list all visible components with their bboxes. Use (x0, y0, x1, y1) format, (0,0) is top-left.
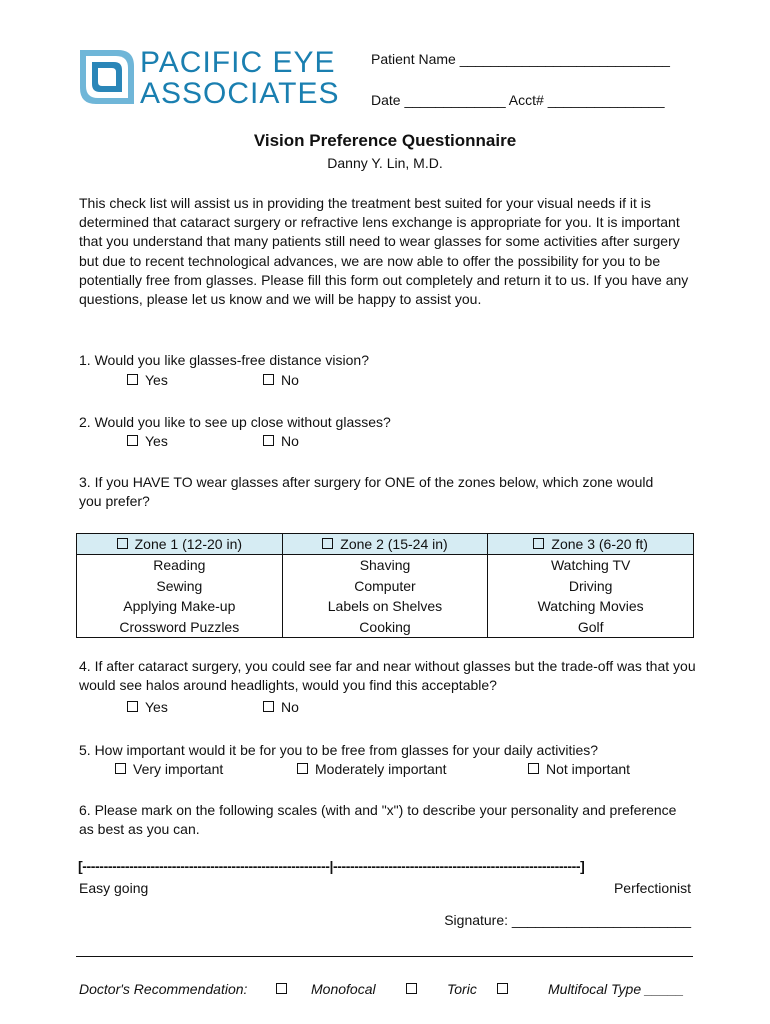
patient-name-field[interactable]: Patient Name ___________________________ (371, 51, 670, 67)
question-6: 6. Please mark on the following scales (with and "x") to describe your personality and preference as best as you can. (79, 802, 677, 837)
scale-left-label: Easy going (79, 880, 149, 896)
q4-no-option[interactable]: No (263, 699, 299, 715)
recommendation-label: Doctor's Recommendation: (79, 981, 248, 997)
logo-line-2: ASSOCIATES (140, 77, 340, 110)
zone-3-header[interactable]: Zone 3 (6-20 ft) (488, 534, 694, 555)
checkbox-icon[interactable] (127, 701, 138, 712)
q2-no-option[interactable]: No (263, 433, 299, 449)
checkbox-icon[interactable] (127, 374, 138, 385)
q5-not-important-option[interactable]: Not important (528, 761, 630, 777)
signature-field[interactable]: Signature: _______________________ (444, 912, 691, 928)
rec-multifocal-option[interactable]: Multifocal Type _____ (497, 981, 684, 997)
zone-1-header[interactable]: Zone 1 (12-20 in) (77, 534, 283, 555)
zone-2-header[interactable]: Zone 2 (15-24 in) (282, 534, 488, 555)
list-item: Watching TV (550, 557, 631, 573)
question-5: 5. How important would it be for you to be free from glasses for your daily activities? (79, 742, 599, 758)
question-1: 1. Would you like glasses-free distance vision? (79, 352, 370, 368)
question-2: 2. Would you like to see up close without glasses? (79, 414, 391, 430)
question-3: 3. If you HAVE TO wear glasses after surgery for ONE of the zones below, which zone would you prefer? (79, 474, 654, 509)
scale-right-label: Perfectionist (613, 880, 691, 896)
practice-logo (78, 46, 353, 110)
checkbox-icon[interactable] (528, 763, 539, 774)
date-acct-field[interactable]: Date _____________ Acct# _______________ (371, 92, 665, 108)
checkbox-icon[interactable] (276, 983, 287, 994)
q2-yes-option[interactable]: Yes (127, 433, 168, 449)
checkbox-icon[interactable] (322, 538, 333, 549)
checkbox-icon[interactable] (497, 983, 508, 994)
checkbox-icon[interactable] (533, 538, 544, 549)
checkbox-icon[interactable] (297, 763, 308, 774)
list-item: Golf (577, 618, 604, 635)
q1-no-option[interactable]: No (263, 372, 299, 388)
divider (76, 956, 693, 957)
zone-3-activities (488, 555, 694, 638)
checkbox-icon[interactable] (263, 435, 274, 446)
list-item: Reading (153, 557, 206, 573)
checkbox-icon[interactable] (115, 763, 126, 774)
checkbox-icon[interactable] (263, 701, 274, 712)
zone-1-activities (77, 555, 283, 638)
zone-2-activities (282, 555, 488, 638)
list-item: Applying Make-up (123, 598, 236, 614)
q4-yes-option[interactable]: Yes (127, 699, 168, 715)
rec-toric-option[interactable]: Toric (406, 981, 477, 997)
list-item: Computer (354, 577, 416, 594)
checkbox-icon[interactable] (127, 435, 138, 446)
checkbox-icon[interactable] (406, 983, 417, 994)
rec-monofocal-option[interactable]: Monofocal (276, 981, 376, 997)
zones-table (76, 533, 694, 638)
doctor-name: Danny Y. Lin, M.D. (327, 155, 443, 171)
list-item: Crossword Puzzles (119, 618, 240, 635)
question-4: 4. If after cataract surgery, you could see far and near without glasses but the trade-off was that you would see halos around headlights, would you find this acceptable? (79, 658, 696, 693)
checkbox-icon[interactable] (117, 538, 128, 549)
logo-line-1: PACIFIC EYE (140, 46, 336, 79)
page-title: Vision Preference Questionnaire (253, 131, 517, 150)
list-item: Sewing (156, 577, 203, 594)
intro-paragraph: This check list will assist us in providing the treatment best suited for your visual needs if it is determined that cataract surgery or refractive lens exchange is appropriate for you. It is important that you understand that many patients still need to wear glasses for some activities after surgery but due to recent technological advances, we are now able to offer the possibility for you to be potentially free from glasses. Please fill this form out completely and return it to us. If you have any questions, please let us know and we will be happy to assist you. (79, 195, 689, 308)
q5-very-important-option[interactable]: Very important (115, 761, 223, 777)
list-item: Shaving (359, 557, 411, 573)
list-item: Labels on Shelves (327, 598, 443, 614)
list-item: Cooking (359, 618, 411, 635)
q5-moderately-important-option[interactable]: Moderately important (297, 761, 447, 777)
list-item: Driving (568, 577, 613, 594)
q1-yes-option[interactable]: Yes (127, 372, 168, 388)
checkbox-icon[interactable] (263, 374, 274, 385)
eye-logo-icon (78, 46, 136, 108)
personality-scale[interactable]: [----------------------------------------------------------|----------------------------------------------------------] (78, 858, 585, 874)
list-item: Watching Movies (537, 598, 644, 614)
